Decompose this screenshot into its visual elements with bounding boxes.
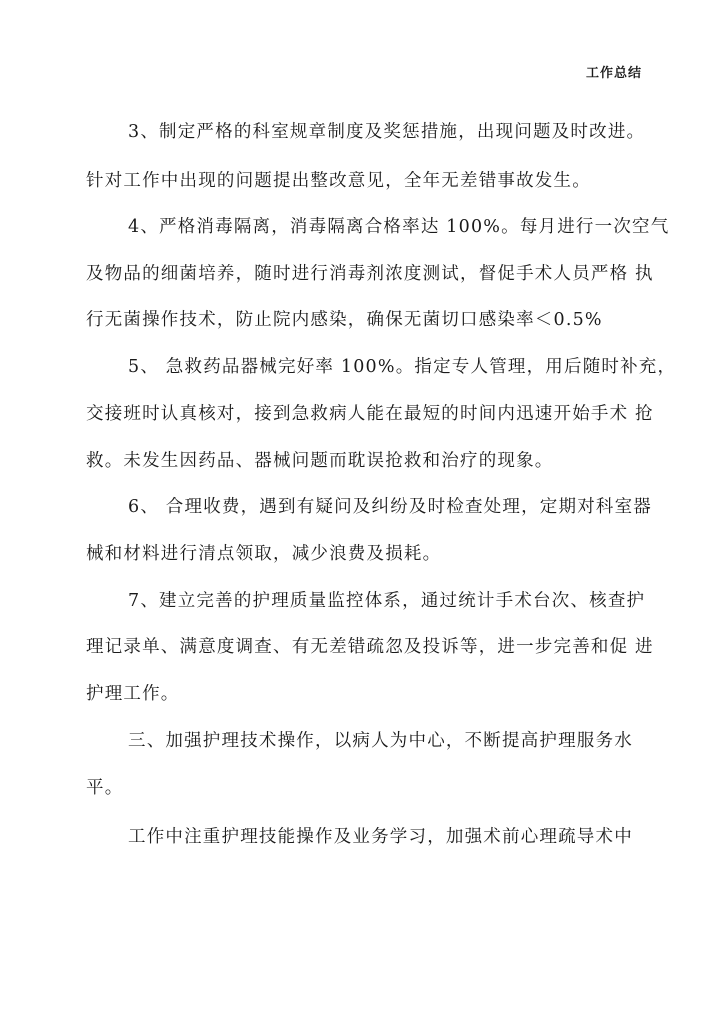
text-line-15: 平。 [86, 778, 124, 798]
text-line-2: 针对工作中出现的问题提出整改意见，全年无差错事故发生。 [86, 171, 591, 191]
text-line-1: 3、制定严格的科室规章制度及奖惩措施，出现问题及时改进。 [128, 122, 646, 142]
text-line-9: 6、 合理收费，遇到有疑问及纠纷及时检查处理，定期对科室器 [128, 497, 652, 517]
text-line-16: 工作中注重护理技能操作及业务学习，加强术前心理疏导术中 [128, 827, 633, 847]
text-line-12: 理记录单、满意度调查、有无差错疏忽及投诉等，进一步完善和促 进 [86, 637, 654, 657]
text-line-5: 行无菌操作技术，防止院内感染，确保无菌切口感染率＜0.5% [86, 310, 603, 330]
text-line-8: 救。未发生因药品、器械问题而耽误抢救和治疗的现象。 [86, 451, 554, 471]
page-header-title: 工作总结 [585, 66, 642, 81]
text-line-14: 三、加强护理技术操作，以病人为中心，不断提高护理服务水 [128, 731, 633, 751]
text-line-6: 5、 急救药品器械完好率 100%。指定专人管理，用后随时补充， [128, 357, 677, 377]
text-line-3: 4、严格消毒隔离，消毒隔离合格率达 100%。每月进行一次空气 [128, 217, 670, 237]
text-line-13: 护理工作。 [86, 684, 180, 704]
text-line-7: 交接班时认真核对，接到急救病人能在最短的时间内迅速开始手术 抢 [86, 404, 654, 424]
text-line-4: 及物品的细菌培养，随时进行消毒剂浓度测试，督促手术人员严格 执 [86, 264, 654, 284]
text-line-10: 械和材料进行清点领取，减少浪费及损耗。 [86, 544, 442, 564]
text-line-11: 7、建立完善的护理质量监控体系，通过统计手术台次、核查护 [128, 591, 646, 611]
